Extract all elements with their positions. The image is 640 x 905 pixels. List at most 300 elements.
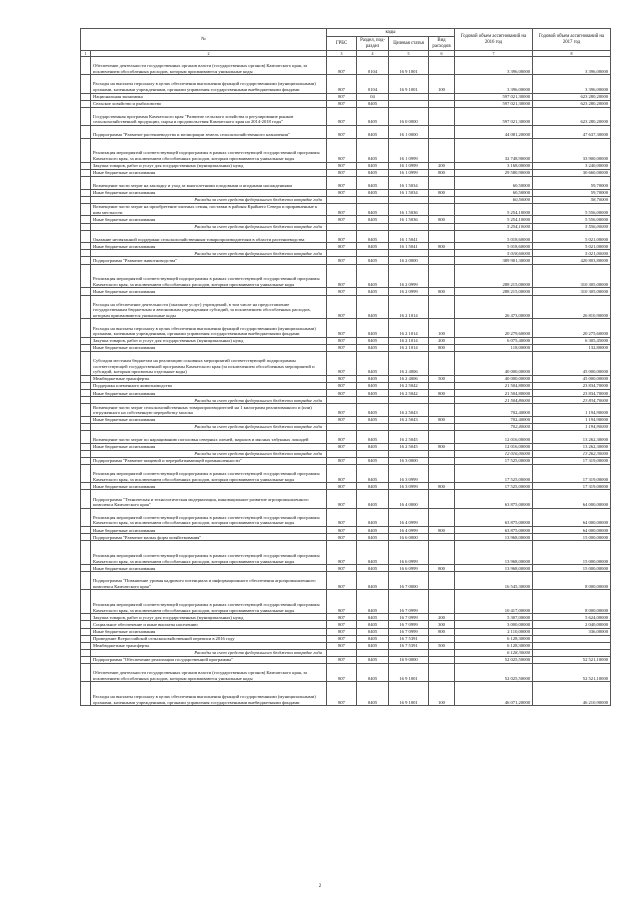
index-cell: 8 [533, 51, 611, 57]
celevaya-cell: 16 2 1014 [389, 295, 429, 319]
celevaya-cell: 16 2 4006 [389, 351, 429, 375]
row-number-cell [81, 490, 91, 508]
celevaya-cell: 16 2 5043 [389, 404, 429, 417]
celevaya-cell [389, 397, 429, 404]
row-number-cell [81, 375, 91, 382]
celevaya-cell: 16 9 1001 [389, 75, 429, 93]
celevaya-cell: 16 2 1014 [389, 344, 429, 351]
amount-2016-cell: 5 307,00000 [455, 614, 533, 621]
amount-2016-cell: 32 748,90000 [455, 138, 533, 162]
row-name-cell: Государственная программа Камчатского края "Развитие сельского хозяйства и регулирование рынков сельскохозяйственной продукции, сырья и продовольствия Камчатского края на 2014-2018 годы" [91, 107, 327, 125]
index-cell: 2 [91, 51, 327, 57]
vid-cell [429, 404, 455, 417]
table-row [81, 169, 611, 176]
razdel-cell: 0405 [357, 337, 389, 344]
razdel-cell: 0405 [357, 565, 389, 572]
grbs-cell [327, 196, 357, 203]
vid-cell [429, 257, 455, 264]
row-name-cell: Иные бюджетные ассигнования [91, 288, 327, 295]
amount-2016-cell: 21 504,80000 [455, 390, 533, 397]
amount-2017-cell: 23 834,70000 [533, 397, 611, 404]
amount-2016-cell: 702,40000 [455, 404, 533, 417]
razdel-cell: 0405 [357, 257, 389, 264]
amount-2017-cell: 6 305,45000 [533, 337, 611, 344]
table-row [81, 162, 611, 169]
grbs-cell [327, 649, 357, 656]
grbs-cell [327, 250, 357, 257]
table-row [81, 351, 611, 375]
razdel-cell: 0405 [357, 243, 389, 250]
table-row [81, 572, 611, 590]
row-number-cell [81, 534, 91, 541]
amount-2017-cell: 46 210,90000 [533, 682, 611, 706]
razdel-cell: 0405 [357, 351, 389, 375]
table-row [81, 75, 611, 93]
row-number-cell [81, 572, 91, 590]
amount-2017-cell: 23 834,70000 [533, 390, 611, 397]
grbs-cell: 807 [327, 57, 357, 75]
celevaya-cell [389, 250, 429, 257]
amount-2017-cell: 47 637,30000 [533, 126, 611, 139]
grbs-cell: 807 [327, 682, 357, 706]
celevaya-cell: 16 1 5036 [389, 203, 429, 216]
table-body [81, 57, 611, 706]
row-number-cell [81, 295, 91, 319]
razdel-cell: 0405 [357, 642, 389, 649]
grbs-cell: 807 [327, 541, 357, 565]
row-name-cell: Иные бюджетные ассигнования [91, 443, 327, 450]
grbs-cell: 807 [327, 534, 357, 541]
amount-2017-cell [533, 649, 611, 656]
grbs-cell: 807 [327, 457, 357, 464]
grbs-cell: 807 [327, 319, 357, 337]
amount-2017-cell: 59,70000 [533, 176, 611, 189]
grbs-cell [327, 223, 357, 230]
vid-cell: 800 [429, 344, 455, 351]
amount-2016-cell: 13 968,00000 [455, 565, 533, 572]
amount-2016-cell: 63 875,00000 [455, 527, 533, 534]
celevaya-cell: 16 2 1014 [389, 337, 429, 344]
vid-cell: 200 [429, 337, 455, 344]
razdel-cell: 0405 [357, 541, 389, 565]
amount-2017-cell: 1 194,90000 [533, 423, 611, 430]
amount-2017-cell: 64 000,00000 [533, 527, 611, 534]
table-row [81, 138, 611, 162]
amount-2017-cell: 3 396,00000 [533, 75, 611, 93]
celevaya-cell: 16 1 5034 [389, 189, 429, 196]
row-name-cell: Подпрограмма "Повышение уровня кадрового потенциала и информационного обеспечения агропромышленного комплекса Камчатского края" [91, 572, 327, 590]
vid-cell [429, 196, 455, 203]
vid-cell: 500 [429, 375, 455, 382]
vid-cell: 100 [429, 682, 455, 706]
table-row [81, 614, 611, 621]
amount-2016-cell: 40 000,00000 [455, 351, 533, 375]
razdel-cell: 0405 [357, 230, 389, 243]
budget-table-sheet [80, 28, 610, 706]
vid-cell: 800 [429, 169, 455, 176]
row-name-cell: Реализация мероприятий соответствующей подпрограммы в рамках соответствующей государственной программы Камчатского края, за исключением обособленных расходов, которым присваиваются уникальные коды [91, 508, 327, 526]
amount-2017-cell: 5 556,00000 [533, 203, 611, 216]
amount-2016-cell: 60,50000 [455, 196, 533, 203]
vid-cell [429, 176, 455, 189]
razdel-cell: 0405 [357, 319, 389, 337]
razdel-cell: 0405 [357, 527, 389, 534]
row-name-cell: Иные бюджетные ассигнования [91, 527, 327, 534]
table-row [81, 126, 611, 139]
grbs-cell: 807 [327, 337, 357, 344]
table-row [81, 375, 611, 382]
celevaya-cell: 16 2 5042 [389, 390, 429, 397]
grbs-cell: 807 [327, 614, 357, 621]
amount-2017-cell [533, 642, 611, 649]
row-name-cell: Закупка товаров, работ и услуг для государственных (муниципальных) нужд [91, 337, 327, 344]
row-name-cell: Расходы за счет средств федерального бюджета вотрядке года [91, 423, 327, 430]
index-cell: 3 [327, 51, 357, 57]
celevaya-cell [389, 450, 429, 457]
amount-2017-cell: 1 194,90000 [533, 404, 611, 417]
table-row [81, 107, 611, 125]
razdel-cell: 0405 [357, 656, 389, 663]
vid-cell [429, 230, 455, 243]
celevaya-cell: 16 2 5045 [389, 443, 429, 450]
row-name-cell: Сельское хозяйство и рыболовство [91, 100, 327, 107]
table-row [81, 642, 611, 649]
amount-2016-cell: 12 016,00000 [455, 443, 533, 450]
razdel-cell: 0405 [357, 176, 389, 189]
row-number-cell [81, 621, 91, 628]
row-name-cell: Реализация мероприятий соответствующей подпрограммы в рамках соответствующей государственной программы Камчатского края, за исключением обособленных расходов, которым присваиваются уникальные коды [91, 590, 327, 614]
row-number-cell [81, 443, 91, 450]
amount-2017-cell: 13 262,30000 [533, 443, 611, 450]
amount-2017-cell: 623 280,20000 [533, 100, 611, 107]
row-number-cell [81, 649, 91, 656]
row-number-cell [81, 107, 91, 125]
amount-2016-cell: 29 580,90000 [455, 169, 533, 176]
vid-cell: 800 [429, 243, 455, 250]
amount-2016-cell: 389 901,30000 [455, 257, 533, 264]
vid-cell [429, 57, 455, 75]
row-number-cell [81, 176, 91, 189]
celevaya-cell: 16 7 0999 [389, 590, 429, 614]
amount-2016-cell: 3 396,00000 [455, 57, 533, 75]
vid-cell [429, 223, 455, 230]
grbs-cell: 807 [327, 621, 357, 628]
amount-2017-cell: 13 262,30000 [533, 431, 611, 444]
amount-2016-cell: 17 525,00000 [455, 483, 533, 490]
amount-2017-cell: 23 834,70000 [533, 382, 611, 389]
row-number-cell [81, 416, 91, 423]
table-row [81, 203, 611, 216]
row-number-cell [81, 483, 91, 490]
amount-2016-cell: 12 016,00000 [455, 431, 533, 444]
celevaya-cell: 16 3 0999 [389, 465, 429, 483]
row-name-cell: Расходы на выплаты персоналу в целях обеспечения выполнения функций государственными (муниципальными) органами, казенными учреждениями, органами управления государственными внебюджетными фондами [91, 75, 327, 93]
row-name-cell: Возмещение части затрат по наращиванию поголовья северных оленей, маралов и мясных табунных лошадей [91, 431, 327, 444]
celevaya-cell: 16 4 0000 [389, 490, 429, 508]
celevaya-cell: 16 2 0999 [389, 288, 429, 295]
row-number-cell [81, 203, 91, 216]
vid-cell [429, 203, 455, 216]
table-row [81, 682, 611, 706]
amount-2017-cell: 2 040,00000 [533, 621, 611, 628]
row-number-cell [81, 628, 91, 635]
row-number-cell [81, 100, 91, 107]
amount-2016-cell: 3 168,00000 [455, 162, 533, 169]
row-name-cell: Иные бюджетные ассигнования [91, 565, 327, 572]
index-cell: 5 [389, 51, 429, 57]
row-name-cell: Национальная экономика [91, 93, 327, 100]
row-name-cell: Иные бюджетные ассигнования [91, 216, 327, 223]
row-number-cell [81, 682, 91, 706]
row-name-cell: Межбюджетные трансферты [91, 375, 327, 382]
table-row [81, 628, 611, 635]
razdel-cell: 0405 [357, 664, 389, 682]
row-number-cell [81, 635, 91, 642]
razdel-cell: 0405 [357, 138, 389, 162]
row-number-cell [81, 614, 91, 621]
row-number-cell [81, 565, 91, 572]
amount-2016-cell: 63 875,00000 [455, 508, 533, 526]
amount-2016-cell: 52 025,50000 [455, 664, 533, 682]
row-name-cell: Подпрограмма "Обеспечение реализации государственной программы" [91, 656, 327, 663]
amount-2016-cell: 12 016,00000 [455, 450, 533, 457]
celevaya-cell [389, 649, 429, 656]
header-grbs: ГРБС [327, 37, 357, 51]
amount-2017-cell: 5 556,00000 [533, 216, 611, 223]
table-row [81, 404, 611, 417]
amount-2016-cell: 46 071,20000 [455, 682, 533, 706]
amount-2017-cell: 52 521,10000 [533, 656, 611, 663]
celevaya-cell: 16 4 0999 [389, 527, 429, 534]
vid-cell [429, 457, 455, 464]
vid-cell: 100 [429, 319, 455, 337]
razdel-cell: 0405 [357, 189, 389, 196]
row-number-cell [81, 465, 91, 483]
razdel-cell [357, 649, 389, 656]
vid-cell: 800 [429, 189, 455, 196]
row-number-cell [81, 169, 91, 176]
vid-cell [429, 572, 455, 590]
celevaya-cell [389, 196, 429, 203]
grbs-cell: 807 [327, 107, 357, 125]
vid-cell: 800 [429, 416, 455, 423]
amount-2017-cell: 45 000,00000 [533, 375, 611, 382]
grbs-cell [327, 423, 357, 430]
table-row [81, 288, 611, 295]
row-name-cell: Возмещение части затрат сельскохозяйственных товаропроизводителей на 1 килограмм реализованного и (или) отгруженного на собственную переработку молока [91, 404, 327, 417]
row-name-cell: Иные бюджетные ассигнования [91, 169, 327, 176]
grbs-cell: 807 [327, 162, 357, 169]
grbs-cell: 807 [327, 416, 357, 423]
grbs-cell: 807 [327, 390, 357, 397]
grbs-cell: 807 [327, 443, 357, 450]
table-note-row [81, 223, 611, 230]
index-cell: 4 [357, 51, 389, 57]
amount-2016-cell: 6 075,40000 [455, 337, 533, 344]
amount-2017-cell: 15 000,00000 [533, 541, 611, 565]
celevaya-cell: 16 7 0000 [389, 572, 429, 590]
row-name-cell: Расходы на выплаты персоналу в целях обеспечения выполнения функций государственными (муниципальными) органами, казенными учреждениями, органами управления государственными внебюджетными фондами [91, 319, 327, 337]
table-row [81, 176, 611, 189]
amount-2017-cell: 420 803,80000 [533, 257, 611, 264]
row-name-cell: Возмещение части затрат на закладку и уход за многолетними плодовыми и ягодными насаждениями [91, 176, 327, 189]
vid-cell [429, 423, 455, 430]
razdel-cell: 0405 [357, 534, 389, 541]
razdel-cell [357, 450, 389, 457]
celevaya-cell: 16 6 0999 [389, 565, 429, 572]
celevaya-cell: 16 1 5041 [389, 230, 429, 243]
amount-2017-cell: 26 810,90000 [533, 295, 611, 319]
row-name-cell: Межбюджетные трансферты [91, 642, 327, 649]
amount-2017-cell: 310 305,00000 [533, 288, 611, 295]
celevaya-cell: 16 7 0999 [389, 628, 429, 635]
grbs-cell: 807 [327, 75, 357, 93]
table-row [81, 465, 611, 483]
table-row [81, 382, 611, 389]
razdel-cell: 0405 [357, 614, 389, 621]
amount-2017-cell: 132,80000 [533, 344, 611, 351]
row-name-cell: Закупка товаров, работ и услуг для государственных (муниципальных) нужд [91, 614, 327, 621]
grbs-cell: 807 [327, 565, 357, 572]
razdel-cell: 0104 [357, 75, 389, 93]
razdel-cell: 0405 [357, 483, 389, 490]
celevaya-cell: 16 7 5391 [389, 642, 429, 649]
razdel-cell: 04 [357, 93, 389, 100]
amount-2017-cell: 20 275,60000 [533, 319, 611, 337]
header-vid: Вид расходов [429, 37, 455, 51]
celevaya-cell: 16 1 5041 [389, 243, 429, 250]
table-row [81, 534, 611, 541]
grbs-cell: 807 [327, 93, 357, 100]
row-name-cell: Обеспечение деятельности государственных органов власти (государственных органов) Камчатского края, за исключением обособленных расходов, которым присваиваются уникальные коды [91, 664, 327, 682]
celevaya-cell: 16 1 0000 [389, 126, 429, 139]
celevaya-cell: 16 7 0999 [389, 614, 429, 621]
table-note-row [81, 397, 611, 404]
amount-2017-cell: 623 280,20000 [533, 93, 611, 100]
vid-cell [429, 490, 455, 508]
row-number-cell [81, 450, 91, 457]
table-row [81, 344, 611, 351]
amount-2017-cell: 45 000,00000 [533, 351, 611, 375]
row-name-cell: Расходы за счет средств федерального бюджета вотрядке года [91, 450, 327, 457]
row-number-cell [81, 390, 91, 397]
row-number-cell [81, 319, 91, 337]
row-name-cell: Реализация мероприятий соответствующей подпрограммы в рамках соответствующей государственной программы Камчатского края, за исключением обособленных расходов, которым присваиваются уникальные коды [91, 465, 327, 483]
table-row [81, 664, 611, 682]
row-name-cell: Реализация мероприятий соответствующей подпрограммы в рамках соответствующей государственной программы Камчатского края, за исключением обособленных расходов, которым присваиваются уникальные коды [91, 264, 327, 288]
celevaya-cell: 16 2 1014 [389, 319, 429, 337]
vid-cell: 300 [429, 621, 455, 628]
table-note-row [81, 649, 611, 656]
grbs-cell: 807 [327, 344, 357, 351]
grbs-cell: 807 [327, 264, 357, 288]
celevaya-cell [389, 423, 429, 430]
vid-cell [429, 382, 455, 389]
amount-2017-cell: 623 280,20000 [533, 107, 611, 125]
table-row [81, 416, 611, 423]
row-number-cell [81, 404, 91, 417]
row-name-cell: Поддержка племенного животноводства [91, 382, 327, 389]
row-number-cell [81, 664, 91, 682]
amount-2017-cell: 8 000,00000 [533, 590, 611, 614]
grbs-cell: 807 [327, 527, 357, 534]
header-razdel: Раздел, под-раздел [357, 37, 389, 51]
razdel-cell: 0405 [357, 508, 389, 526]
amount-2017-cell: 3 396,00000 [533, 57, 611, 75]
table-row [81, 295, 611, 319]
razdel-cell: 0405 [357, 100, 389, 107]
row-name-cell: Расходы за счет средств федерального бюджета вотрядке года [91, 223, 327, 230]
row-number-cell [81, 541, 91, 565]
table-row [81, 635, 611, 642]
amount-2016-cell: 44 081,20000 [455, 126, 533, 139]
table-row [81, 230, 611, 243]
razdel-cell: 0405 [357, 457, 389, 464]
table-row [81, 100, 611, 107]
celevaya-cell: 16 2 0000 [389, 257, 429, 264]
vid-cell [429, 508, 455, 526]
row-number-cell [81, 243, 91, 250]
amount-2016-cell: 60,50000 [455, 176, 533, 189]
celevaya-cell [389, 223, 429, 230]
vid-cell [429, 635, 455, 642]
razdel-cell: 0405 [357, 203, 389, 216]
razdel-cell: 0405 [357, 682, 389, 706]
grbs-cell: 807 [327, 288, 357, 295]
row-number-cell [81, 590, 91, 614]
grbs-cell: 807 [327, 100, 357, 107]
row-name-cell: Иные бюджетные ассигнования [91, 416, 327, 423]
grbs-cell: 807 [327, 351, 357, 375]
index-cell: 1 [81, 51, 91, 57]
row-number-cell [81, 508, 91, 526]
celevaya-cell: 16 6 0000 [389, 534, 429, 541]
table-row [81, 93, 611, 100]
razdel-cell: 0405 [357, 107, 389, 125]
celevaya-cell: 16 9 1001 [389, 664, 429, 682]
vid-cell: 800 [429, 216, 455, 223]
amount-2016-cell: 597 021,30000 [455, 100, 533, 107]
row-number-cell [81, 337, 91, 344]
amount-2016-cell: 40 000,00000 [455, 375, 533, 382]
table-row [81, 443, 611, 450]
amount-2016-cell: 288 215,00000 [455, 264, 533, 288]
vid-cell [429, 541, 455, 565]
celevaya-cell [389, 100, 429, 107]
table-row [81, 483, 611, 490]
grbs-cell: 807 [327, 490, 357, 508]
celevaya-cell: 16 9 0000 [389, 656, 429, 663]
amount-2017-cell: 64 000,00000 [533, 490, 611, 508]
razdel-cell: 0405 [357, 572, 389, 590]
razdel-cell: 0405 [357, 382, 389, 389]
razdel-cell [357, 397, 389, 404]
razdel-cell [357, 196, 389, 203]
amount-2017-cell: 30 660,00000 [533, 169, 611, 176]
row-name-cell: Расходы за счет средств федерального бюджета вотрядке года [91, 196, 327, 203]
grbs-cell: 807 [327, 216, 357, 223]
razdel-cell: 0405 [357, 443, 389, 450]
razdel-cell: 0405 [357, 390, 389, 397]
header-codes: коды [327, 29, 455, 37]
row-name-cell: Возмещение части затрат на приобретение элитных семян, поставки в районы Крайнего Севера и приравненные к ним местности [91, 203, 327, 216]
razdel-cell: 0405 [357, 126, 389, 139]
row-number-cell [81, 397, 91, 404]
vid-cell: 800 [429, 483, 455, 490]
row-name-cell: Подпрограмма "Техническая и технологическая модернизация, инновационное развитие агропромышленного комплекса Камчатского края" [91, 490, 327, 508]
row-number-cell [81, 257, 91, 264]
razdel-cell: 0104 [357, 57, 389, 75]
